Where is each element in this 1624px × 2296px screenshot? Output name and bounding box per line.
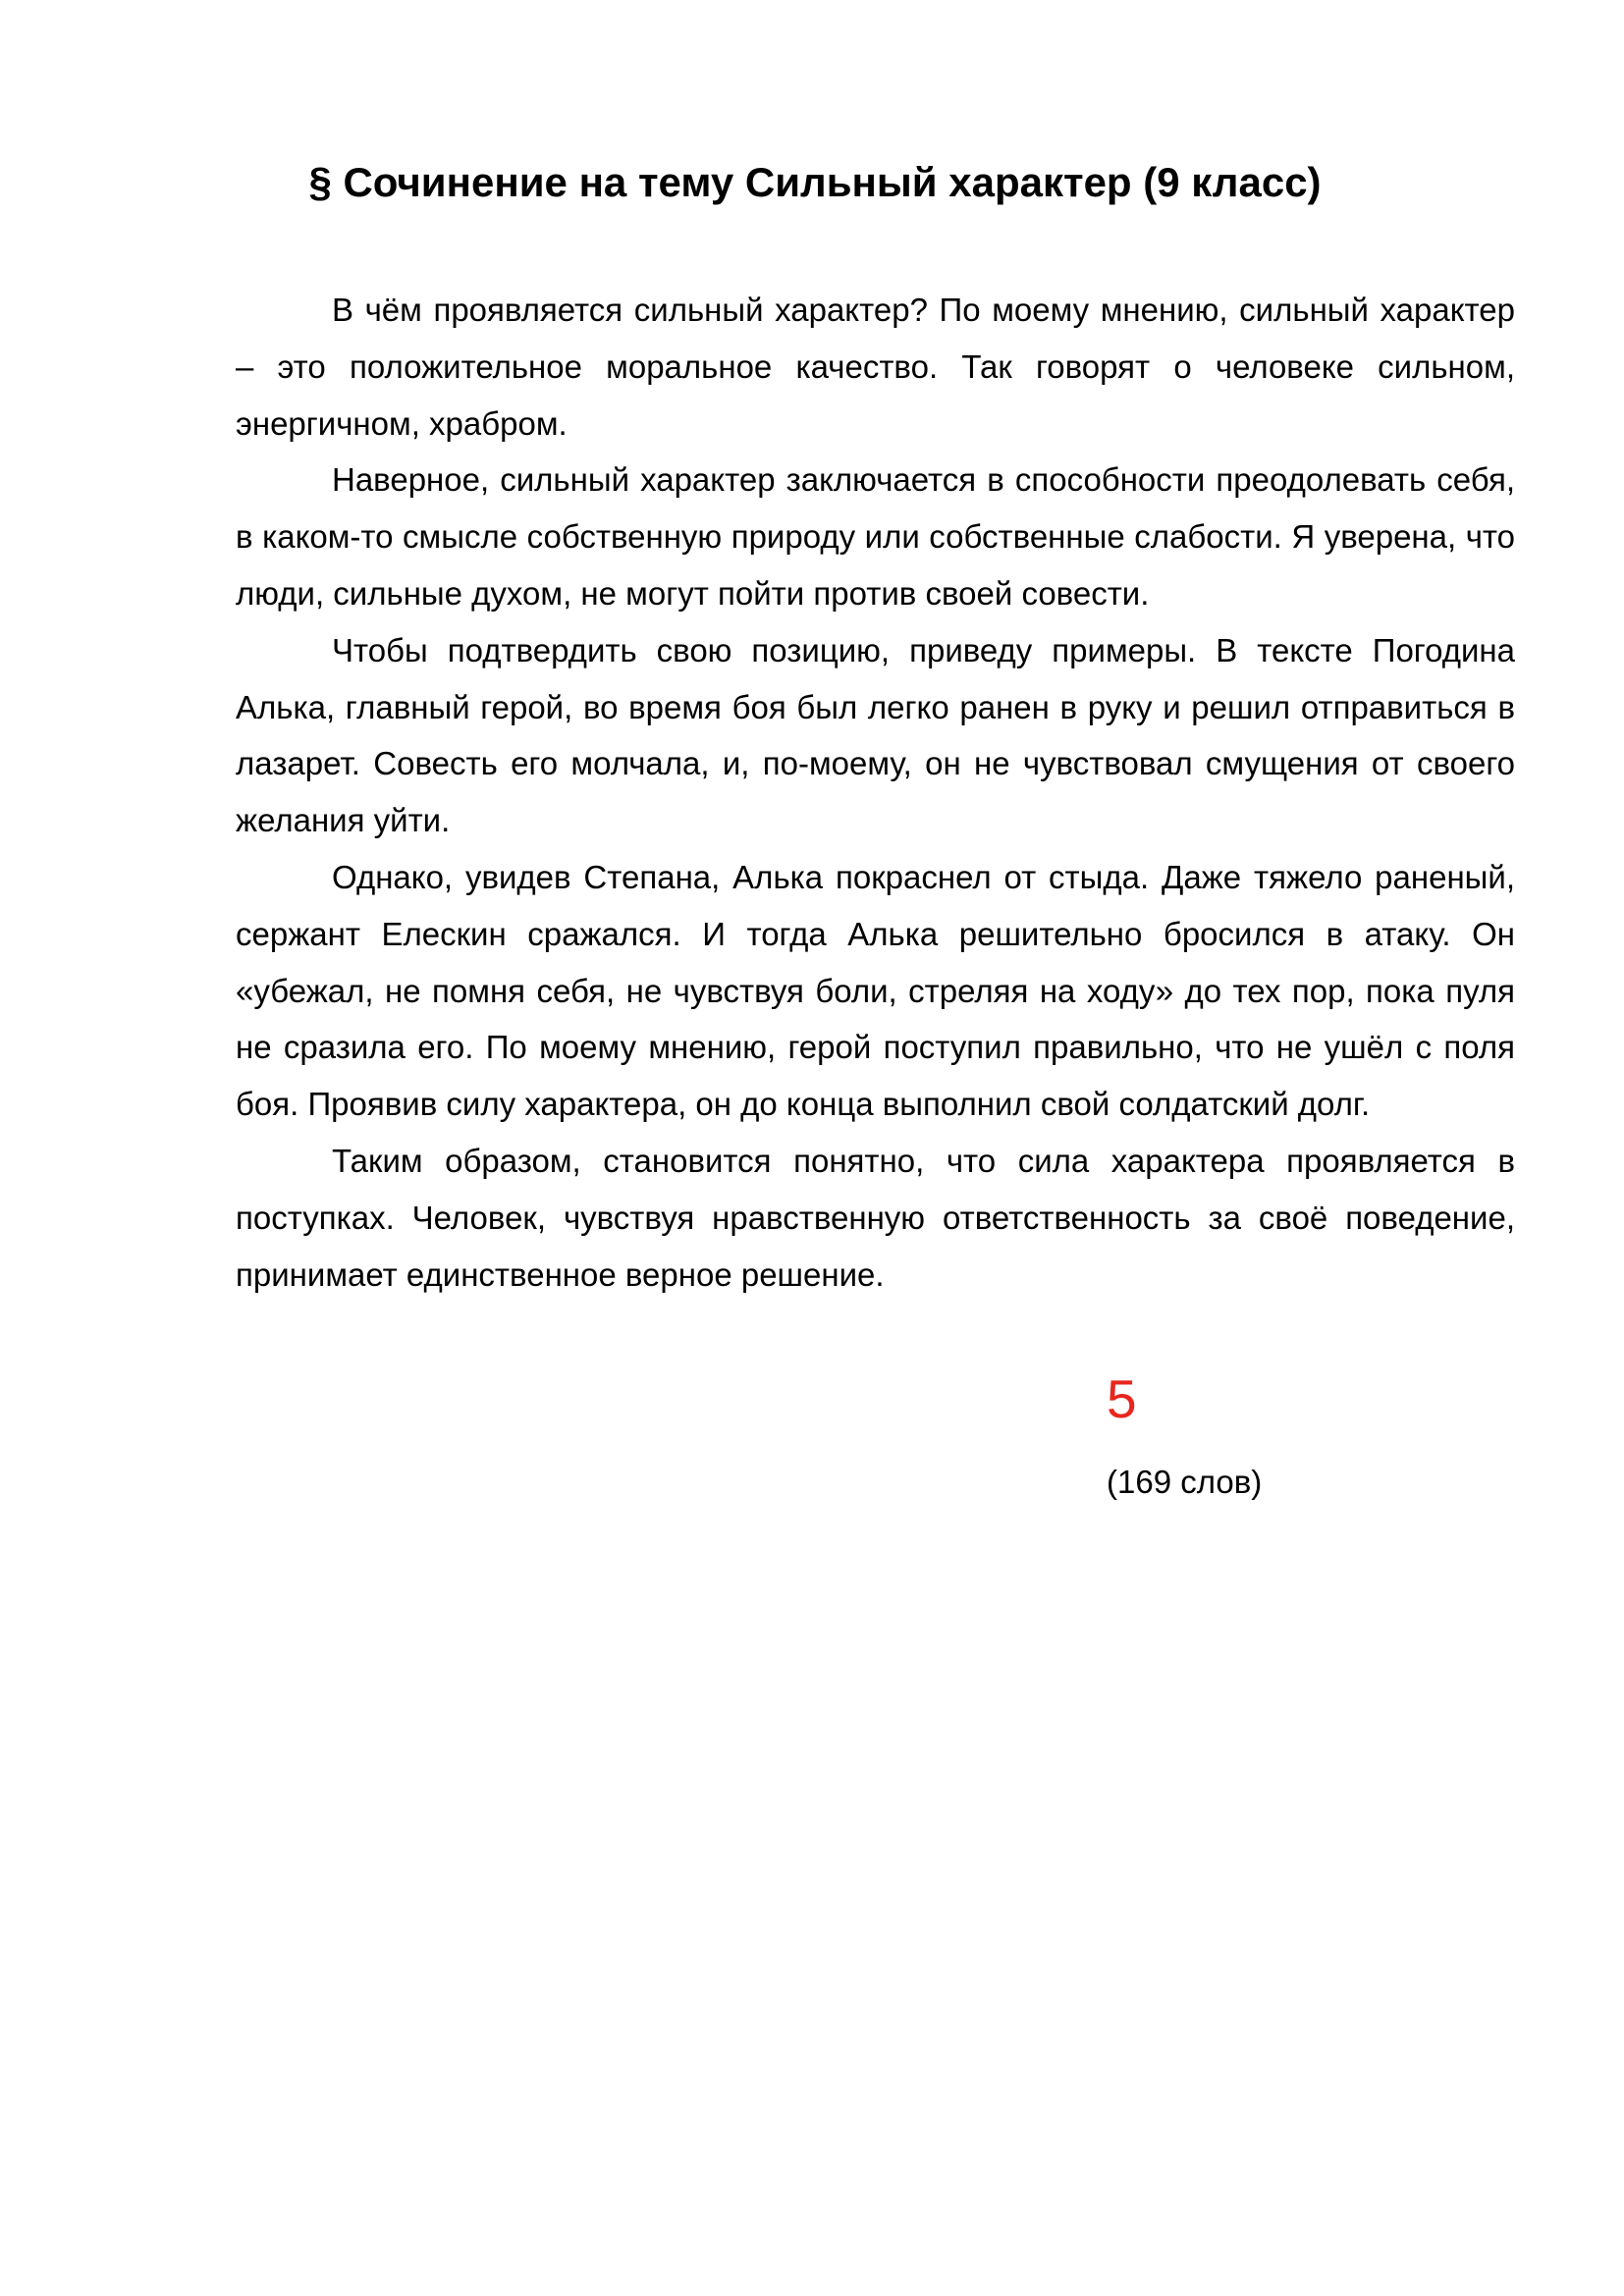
document-title: § Сочинение на тему Сильный характер (9 класс)	[308, 159, 1322, 205]
paragraph-2: Наверное, сильный характер заключается в способности преодолевать себя, в каком-то смысле собственную природу или собственные слабости. Я уверена, что люди, сильные духом, не могут пойти против своей совести.	[236, 461, 1515, 612]
word-count: (169 слов)	[1107, 1464, 1263, 1500]
paragraph-3: Чтобы подтвердить свою позицию, приведу примеры. В тексте Погодина Алька, главный герой, во время боя был легко ранен в руку и решил отправиться в лазарет. Совесть его молчала, и, по-моему, он не чувствовал смущения от своего желания уйти.	[236, 631, 1515, 839]
paragraph-4: Однако, увидев Степана, Алька покраснел от стыда. Даже тяжело раненый, сержант Елескин сражался. И тогда Алька решительно бросился в атаку. Он «убежал, не помня себя, не чувствуя боли, стреляя на ходу» до тех пор, пока пуля не сразила его. По моему мнению, герой поступил правильно, что не ушёл с поля боя. Проявив силу характера, он до конца выполнил свой солдатский долг.	[236, 858, 1515, 1123]
essay-body	[236, 282, 1515, 1303]
paragraph-5: Таким образом, становится понятно, что сила характера проявляется в поступках. Человек, чувствуя нравственную ответственность за своё поведение, принимает единственное верное решение.	[236, 1142, 1515, 1293]
paragraph-1: В чём проявляется сильный характер? По моему мнению, сильный характер – это положительное моральное качество. Так говорят о человеке сильном, энергичном, храбром.	[236, 292, 1515, 442]
grade-mark: 5	[1107, 1368, 1137, 1429]
